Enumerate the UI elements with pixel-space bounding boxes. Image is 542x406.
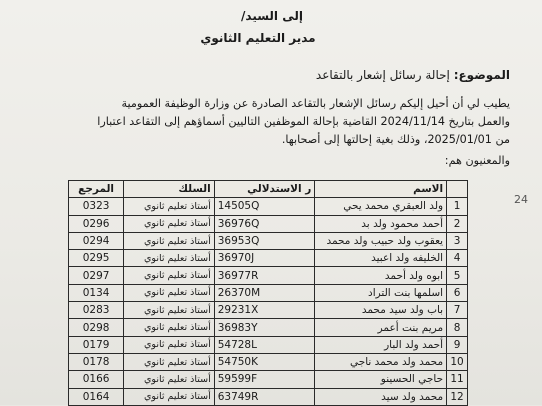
row-reg-number: 14505Q	[214, 198, 315, 215]
retirees-table	[68, 180, 468, 406]
table-row	[69, 336, 468, 353]
row-name: أحمد محمود ولد بد	[315, 215, 447, 232]
row-reg-number: 36953Q	[214, 232, 315, 249]
row-name: مريم بنت أعمر	[315, 319, 447, 336]
subject-text: إحالة رسائل إشعار بالتقاعد	[315, 68, 450, 82]
row-name: باب ولد سيد محمد	[315, 302, 447, 319]
concerned-label: والمعنيون هم:	[444, 154, 510, 167]
row-rank: أستاذ تعليم ثانوي	[124, 198, 215, 215]
table-row	[69, 302, 468, 319]
row-name: أحمد ولد البار	[315, 336, 447, 353]
row-reference: 0166	[69, 371, 124, 388]
row-reg-number: 36983Y	[214, 319, 315, 336]
row-name: محمد ولد سيد	[315, 388, 447, 405]
row-reference: 0283	[69, 302, 124, 319]
row-reg-number: 36970J	[214, 250, 315, 267]
row-reference: 0298	[69, 319, 124, 336]
row-number: 8	[447, 319, 468, 336]
row-reg-number: 26370M	[214, 284, 315, 301]
row-reference: 0178	[69, 353, 124, 370]
row-rank: أستاذ تعليم ثانوي	[124, 302, 215, 319]
row-reg-number: 36976Q	[214, 215, 315, 232]
table-row	[69, 232, 468, 249]
row-name: اسلمها بنت التراد	[315, 284, 447, 301]
row-reg-number: 54750K	[214, 353, 315, 370]
row-name: ولد العبقري محمد يحي	[315, 198, 447, 215]
row-name: حاجي الحسينو	[315, 371, 447, 388]
row-rank: أستاذ تعليم ثانوي	[124, 371, 215, 388]
table-row	[69, 353, 468, 370]
row-rank: أستاذ تعليم ثانوي	[124, 215, 215, 232]
row-number: 6	[447, 284, 468, 301]
row-rank: أستاذ تعليم ثانوي	[124, 353, 215, 370]
table-row	[69, 250, 468, 267]
table-row	[69, 319, 468, 336]
row-number: 1	[447, 198, 468, 215]
row-name: ابوه ولد أحمد	[315, 267, 447, 284]
row-name: محمد ولد محمد ناجي	[315, 353, 447, 370]
row-rank: أستاذ تعليم ثانوي	[124, 284, 215, 301]
row-reference: 0296	[69, 215, 124, 232]
row-number: 7	[447, 302, 468, 319]
row-reg-number: 36977R	[214, 267, 315, 284]
table-row	[69, 267, 468, 284]
row-reference: 0323	[69, 198, 124, 215]
table-row	[69, 215, 468, 232]
row-name: يعقوب ولد حبيب ولد محمد	[315, 232, 447, 249]
row-reference: 0297	[69, 267, 124, 284]
row-reg-number: 59599F	[214, 371, 315, 388]
table-row	[69, 388, 468, 405]
table-header-row	[69, 181, 468, 198]
row-number: 2	[447, 215, 468, 232]
row-number: 10	[447, 353, 468, 370]
row-rank: أستاذ تعليم ثانوي	[124, 232, 215, 249]
row-reg-number: 63749R	[214, 388, 315, 405]
header-number	[447, 181, 468, 198]
header-rank: السلك	[124, 181, 215, 198]
row-number: 12	[447, 388, 468, 405]
row-rank: أستاذ تعليم ثانوي	[124, 388, 215, 405]
table-row	[69, 198, 468, 215]
row-number: 11	[447, 371, 468, 388]
margin-handwritten-mark: 24	[514, 193, 528, 206]
row-reference: 0294	[69, 232, 124, 249]
body-line-3: من 2025/01/01، وذلك بغية إحالتها إلى أصحابها.	[281, 133, 510, 146]
row-reg-number: 29231X	[214, 302, 315, 319]
row-reference: 0179	[69, 336, 124, 353]
row-number: 3	[447, 232, 468, 249]
row-reference: 0295	[69, 250, 124, 267]
row-number: 4	[447, 250, 468, 267]
addressee-line-2: مدير التعليم الثانوي	[200, 31, 316, 45]
row-number: 5	[447, 267, 468, 284]
row-reference: 0164	[69, 388, 124, 405]
table-row	[69, 371, 468, 388]
row-name: الخليفه ولد اعبيد	[315, 250, 447, 267]
header-ref: المرجع	[69, 181, 124, 198]
subject-label: الموضوع:	[453, 68, 510, 82]
row-rank: أستاذ تعليم ثانوي	[124, 319, 215, 336]
header-name: الاسم	[315, 181, 447, 198]
row-rank: أستاذ تعليم ثانوي	[124, 267, 215, 284]
row-rank: أستاذ تعليم ثانوي	[124, 336, 215, 353]
addressee-line-1: إلى السيد/	[241, 9, 303, 23]
row-reg-number: 54728L	[214, 336, 315, 353]
row-number: 9	[447, 336, 468, 353]
subject-line	[316, 68, 510, 82]
row-reference: 0134	[69, 284, 124, 301]
row-rank: أستاذ تعليم ثانوي	[124, 250, 215, 267]
header-reg: ر الاستدلالي	[214, 181, 315, 198]
body-line-2: والعمل بتاريخ 2024/11/14 القاضية بإحالة الموظفين التاليين أسماؤهم إلى التقاعد اعتبارا	[97, 115, 510, 128]
body-line-1: يطيب لي أن أحيل إليكم رسائل الإشعار بالتقاعد الصادرة عن وزارة الوظيفة العمومية	[121, 97, 510, 110]
table-row	[69, 284, 468, 301]
